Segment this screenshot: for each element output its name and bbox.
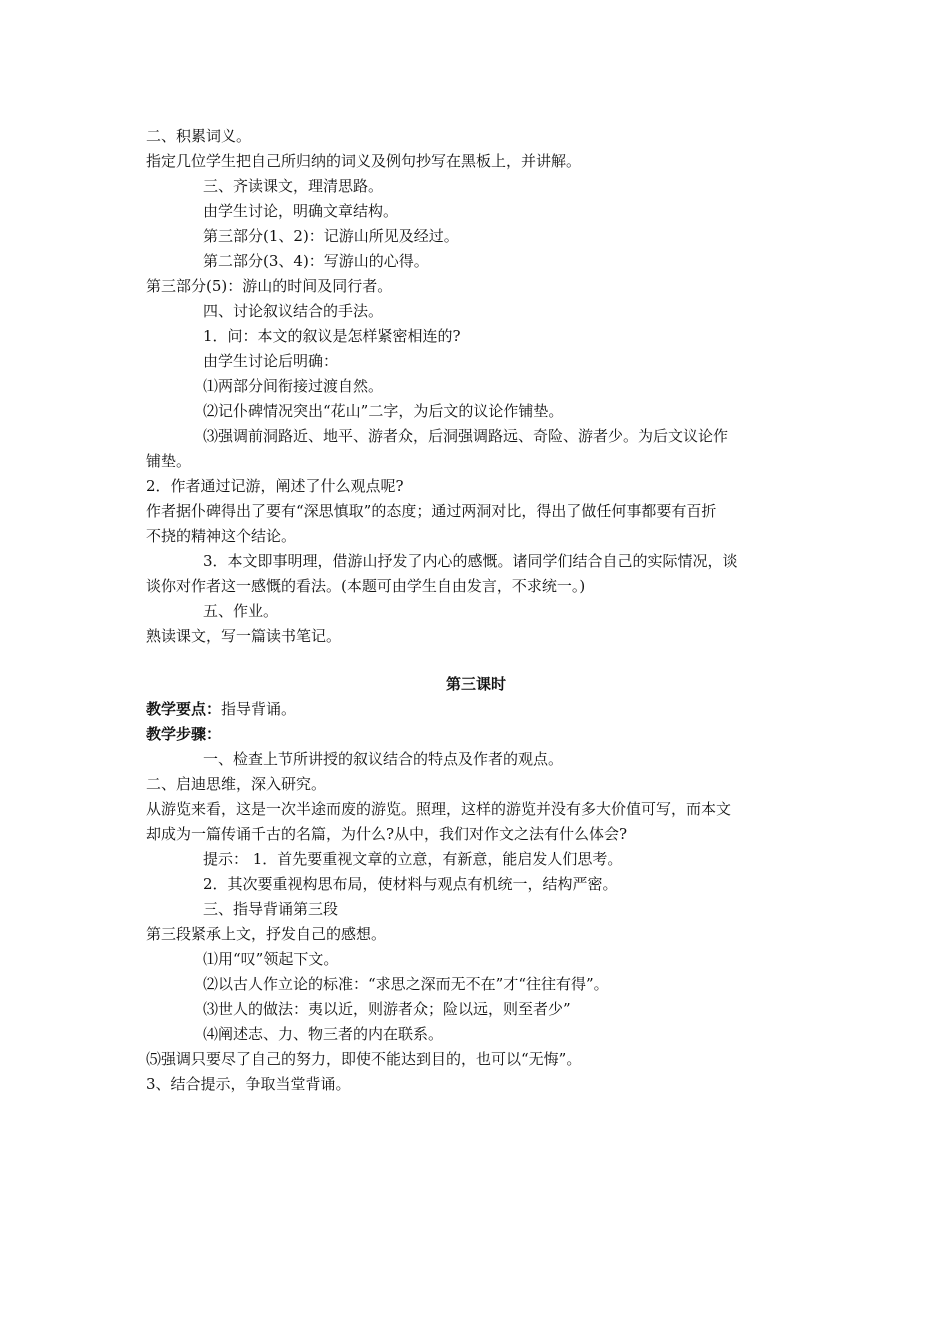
paragraph-line: 提示： 1．首先要重视文章的立意，有新意，能启发人们思考。 [203, 850, 623, 868]
paragraph-line: 二、启迪思维，深入研究。 [146, 775, 327, 793]
paragraph-line: ⑵记仆碑情况突出“花山”二字，为后文的议论作铺垫。 [203, 402, 564, 420]
paragraph-line: ⑴用“叹”领起下文。 [203, 950, 339, 968]
teaching-steps-label: 教学步骤： [146, 725, 222, 743]
paragraph-line: 作者据仆碑得出了要有“深思慎取”的态度；通过两洞对比，得出了做任何事都要有百折 [146, 502, 717, 520]
paragraph-line: 三、指导背诵第三段 [203, 900, 339, 918]
section-gap [146, 649, 806, 672]
paragraph-line: 1．问：本文的叙议是怎样紧密相连的? [203, 327, 461, 345]
lesson-heading: 第三课时 [445, 675, 506, 693]
paragraph-line: ⑵以古人作立论的标准：“求思之深而无不在”才“往往有得”。 [203, 975, 609, 993]
lesson-section-two [146, 124, 806, 649]
paragraph-line: 3、结合提示，争取当堂背诵。 [146, 1075, 351, 1093]
teaching-points-line [146, 697, 806, 722]
teaching-points-text: 指导背诵。 [221, 700, 297, 718]
paragraph-line: ⑸强调只要尽了自己的努力，即使不能达到目的，也可以“无悔”。 [146, 1050, 582, 1068]
paragraph-line: 指定几位学生把自己所归纳的词义及例句抄写在黑板上，并讲解。 [146, 152, 582, 170]
teaching-steps-line [146, 722, 806, 747]
paragraph-line: ⑴两部分间衔接过渡自然。 [203, 377, 384, 395]
paragraph-line: 不挠的精神这个结论。 [146, 527, 297, 545]
paragraph-line: 一、检查上节所讲授的叙议结合的特点及作者的观点。 [203, 750, 564, 768]
paragraph-line: 第二部分(3、4)：写游山的心得。 [203, 252, 429, 270]
paragraph-line: 第三部分(5)：游山的时间及同行者。 [146, 277, 393, 295]
paragraph-line: 三、齐读课文，理清思路。 [203, 177, 384, 195]
paragraph-line: 四、讨论叙议结合的手法。 [203, 302, 384, 320]
lesson-section-three [146, 747, 806, 1097]
teaching-points-label: 教学要点： [146, 700, 222, 718]
paragraph-line: 铺垫。 [146, 452, 192, 470]
paragraph-line: ⑶世人的做法：夷以近，则游者众；险以远，则至者少” [203, 1000, 571, 1018]
paragraph-line: 第三部分(1、2)：记游山所见及经过。 [203, 227, 459, 245]
paragraph-line: 2．作者通过记游，阐述了什么观点呢? [146, 477, 404, 495]
paragraph-line: 3．本文即事明理，借游山抒发了内心的感慨。诸同学们结合自己的实际情况，谈 [203, 552, 738, 570]
paragraph-line: 熟读课文，写一篇读书笔记。 [146, 627, 342, 645]
paragraph-line: 第三段紧承上文，抒发自己的感想。 [146, 925, 387, 943]
paragraph-line: 五、作业。 [203, 602, 279, 620]
paragraph-line: 谈你对作者这一感慨的看法。(本题可由学生自由发言，不求统一。) [146, 577, 586, 595]
paragraph-line: 却成为一篇传诵千古的名篇，为什么?从中，我们对作文之法有什么体会? [146, 825, 628, 843]
document-page [146, 124, 806, 1097]
paragraph-line: 由学生讨论后明确： [203, 352, 339, 370]
paragraph-line: ⑶强调前洞路近、地平、游者众，后洞强调路远、奇险、游者少。为后文议论作 [203, 427, 729, 445]
paragraph-line: ⑷阐述志、力、物三者的内在联系。 [203, 1025, 444, 1043]
paragraph-line: 从游览来看，这是一次半途而废的游览。照理，这样的游览并没有多大价值可写，而本文 [146, 800, 732, 818]
paragraph-line: 由学生讨论，明确文章结构。 [203, 202, 399, 220]
paragraph-line: 2．其次要重视构思布局，使材料与观点有机统一，结构严密。 [203, 875, 618, 893]
paragraph-line: 二、积累词义。 [146, 127, 252, 145]
